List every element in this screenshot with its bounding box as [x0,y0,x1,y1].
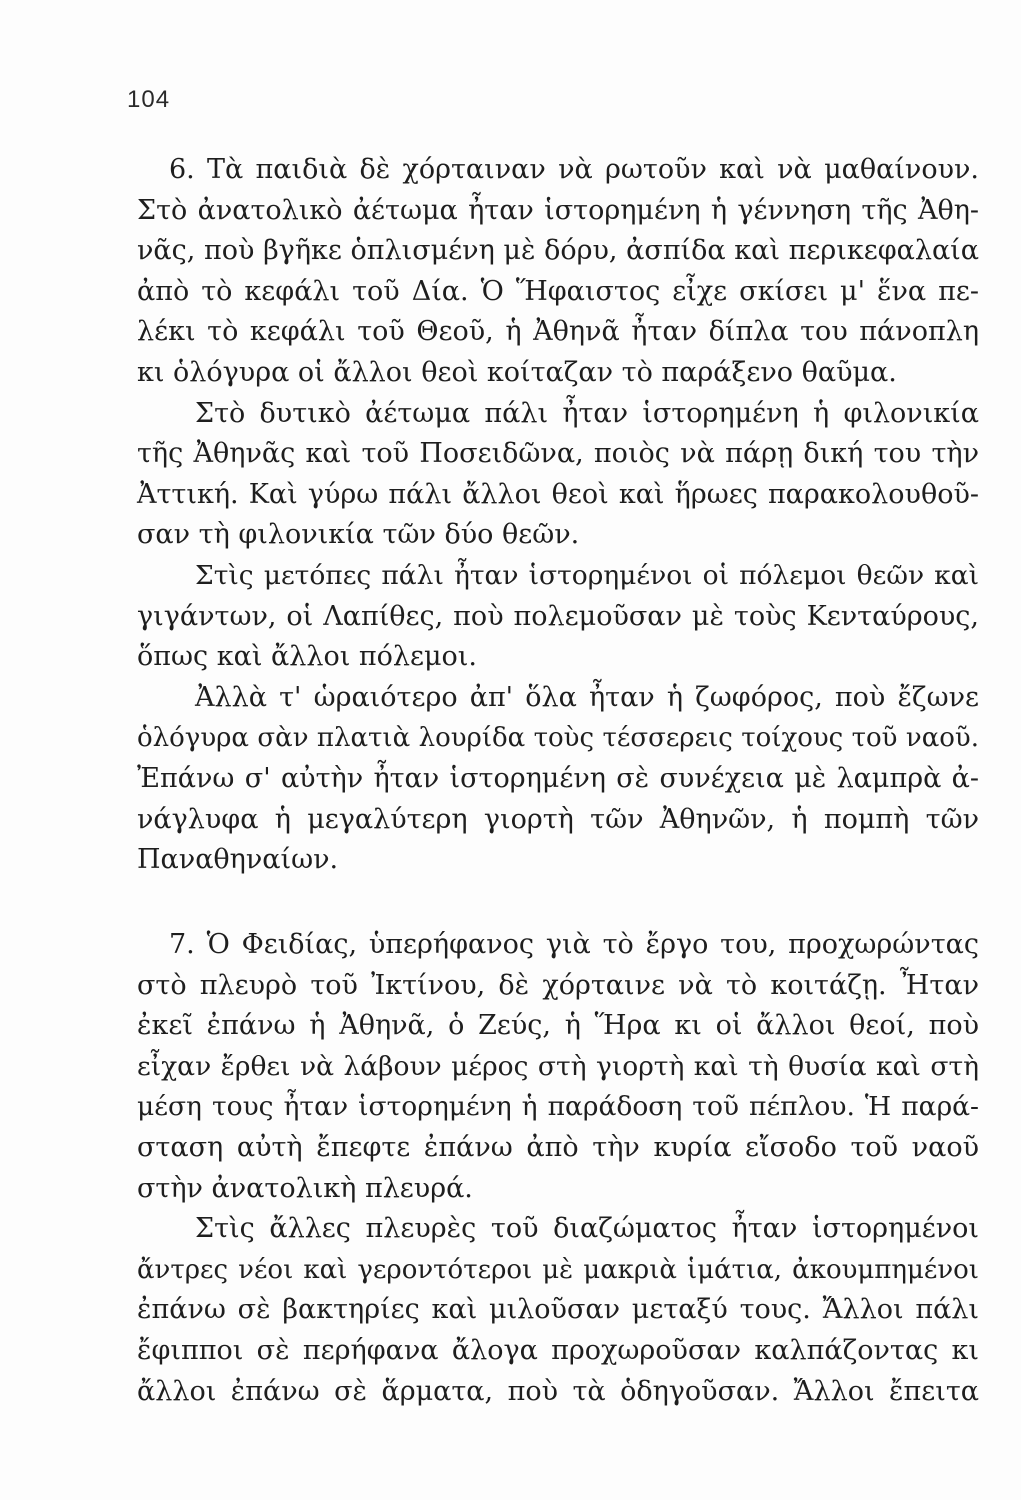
text-line: νᾶς, ποὺ βγῆκε ὁπλισμένη μὲ δόρυ, ἀσπίδα καὶ περικεφαλαία [137,235,979,267]
text-line: στὴν ἀνατολικὴ πλευρά. [137,1172,473,1204]
section-6-text [137,150,979,881]
text-line: σταση αὐτὴ ἔπεφτε ἐπάνω ἀπὸ τὴν κυρία εἴσοδο τοῦ ναοῦ [137,1131,979,1163]
text-line: Ἐπάνω σ' αὐτὴν ἦταν ἱστορημένη σὲ συνέχεια μὲ λαμπρὰ ἀ- [137,762,979,794]
text-line: ἄντρες νέοι καὶ γεροντότεροι μὲ μακριὰ ἱμάτια, ἀκουμπημένοι [137,1254,979,1285]
text-line: Στὶς ἄλλες πλευρὲς τοῦ διαζώματος ἦταν ἱστορημένοι [195,1213,979,1245]
text-line: Στὶς μετόπες πάλι ἦταν ἱστορημένοι οἱ πόλεμοι θεῶν καὶ [195,559,979,591]
text-line: τῆς Ἀθηνᾶς καὶ τοῦ Ποσειδῶνα, ποιὸς νὰ πάρῃ δική του τὴν [137,438,979,470]
text-line: γιγάντων, οἱ Λαπίθες, ποὺ πολεμοῦσαν μὲ τοὺς Κενταύρους, [137,600,979,632]
text-line: στὸ πλευρὸ τοῦ Ἰκτίνου, δὲ χόρταινε νὰ τὸ κοιτάζῃ. Ἦταν [137,969,979,1001]
text-line: Ἀλλὰ τ' ὡραιότερο ἀπ' ὅλα ἦταν ἡ ζωφόρος, ποὺ ἔζωνε [195,681,979,713]
text-line: νάγλυφα ἡ μεγαλύτερη γιορτὴ τῶν Ἀθηνῶν, ἡ πομπὴ τῶν [137,803,979,835]
text-line: Στὸ δυτικὸ ἀέτωμα πάλι ἦταν ἱστορημένη ἡ φιλονικία [195,397,979,429]
text-line: Ἀττική. Καὶ γύρω πάλι ἄλλοι θεοὶ καὶ ἥρωες παρακολουθοῦ- [137,478,979,510]
text-line: 6. Τὰ παιδιὰ δὲ χόρταιναν νὰ ρωτοῦν καὶ νὰ μαθαίνουν. [169,154,979,185]
text-line: 7. Ὁ Φειδίας, ὑπερήφανος γιὰ τὸ ἔργο του, προχωρώντας [169,929,979,960]
page-number: 104 [127,86,171,113]
text-line: μέση τους ἦταν ἱστορημένη ἡ παράδοση τοῦ πέπλου. Ἡ παρά- [137,1091,979,1123]
text-line: ἄλλοι ἐπάνω σὲ ἅρματα, ποὺ τὰ ὁδηγοῦσαν. Ἄλλοι ἔπειτα [137,1375,979,1407]
text-line: εἶχαν ἔρθει νὰ λάβουν μέρος στὴ γιορτὴ καὶ τὴ θυσία καὶ στὴ [137,1050,979,1082]
text-line: ὁλόγυρα σὰν πλατιὰ λουρίδα τοὺς τέσσερεις τοίχους τοῦ ναοῦ. [137,723,979,754]
text-line: σαν τὴ φιλονικία τῶν δύο θεῶν. [137,519,580,551]
text-line: κι ὁλόγυρα οἱ ἄλλοι θεοὶ κοίταζαν τὸ παράξενο θαῦμα. [137,356,897,388]
text-line: ἀπὸ τὸ κεφάλι τοῦ Δία. Ὁ Ἥφαιστος εἶχε σκίσει μ' ἕνα πε- [137,275,979,307]
text-line: ἔφιπποι σὲ περήφανα ἄλογα προχωροῦσαν καλπάζοντας κι [137,1334,979,1366]
text-line: ἐκεῖ ἐπάνω ἡ Ἀθηνᾶ, ὁ Ζεύς, ἡ Ἥρα κι οἱ ἄλλοι θεοί, ποὺ [137,1010,979,1042]
section-7-text [137,925,979,1412]
text-line: ἐπάνω σὲ βακτηρίες καὶ μιλοῦσαν μεταξύ τους. Ἄλλοι πάλι [137,1294,979,1326]
text-line: Στὸ ἀνατολικὸ ἀέτωμα ἦταν ἱστορημένη ἡ γέννηση τῆς Ἀθη- [137,194,979,226]
text-line: Παναθηναίων. [137,844,339,876]
text-line: ὅπως καὶ ἄλλοι πόλεμοι. [137,641,477,673]
text-line: λέκι τὸ κεφάλι τοῦ Θεοῦ, ἡ Ἀθηνᾶ ἦταν δίπλα του πάνοπλη [137,316,979,348]
